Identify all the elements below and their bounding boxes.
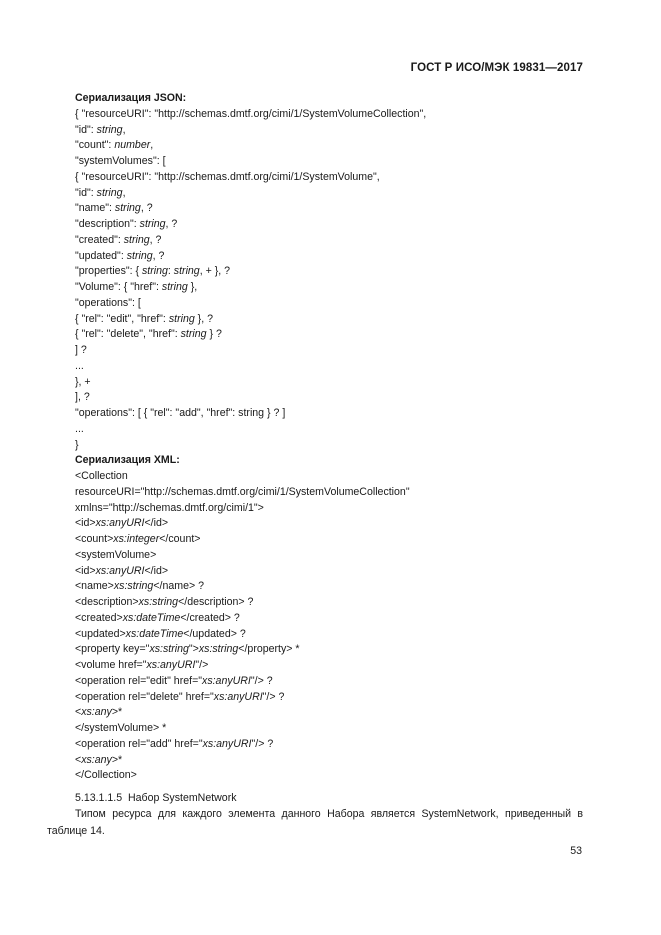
code-line: { "rel": "edit", "href": string }, ? [75,312,213,325]
code-line: <id>xs:anyURI</id> [75,517,169,530]
code-line: <updated>xs:dateTime</updated> ? [75,627,246,640]
code-line: "id": string, [75,186,126,199]
section-number: 5.13.1.1.5 [75,792,123,804]
page-number: 53 [570,845,582,857]
code-line: <operation rel="edit" href="xs:anyURI"/> ? [75,674,273,687]
code-line: <name>xs:string</name> ? [75,580,204,593]
section-title: Набор SystemNetwork [128,792,237,804]
code-line: "id": string, [75,123,126,136]
code-line: <xs:any>* [75,706,123,719]
code-line: </systemVolume> * [75,722,167,734]
code-line: resourceURI="http://schemas.dmtf.org/cimi/1/SystemVolumeCollection" [75,485,410,498]
code-line: { "resourceURI": "http://schemas.dmtf.org/cimi/1/SystemVolumeCollection", [75,107,427,120]
code-line: "systemVolumes": [ [75,155,166,167]
section-heading [75,791,237,807]
code-line: "properties": { string: string, + }, ? [75,265,231,278]
code-line: ], ? [75,391,90,404]
document-header: ГОСТ Р ИСО/МЭК 19831—2017 [410,62,583,74]
body-paragraph: Типом ресурса для каждого элемента данного Набора является SystemNetwork, приведенный в таблице 14. [47,808,583,837]
code-line: "count": number, [75,139,154,152]
code-line: "created": string, ? [75,233,162,246]
code-line: <created>xs:dateTime</created> ? [75,611,240,624]
code-line: "operations": [ [75,296,141,309]
code-line: { "rel": "delete", "href": string } ? [75,328,222,341]
code-line: "description": string, ? [75,218,178,230]
code-line: </Collection> [75,769,137,782]
serialization-heading: Сериализация JSON: [75,92,187,104]
code-line: ... [75,359,84,372]
code-line: <systemVolume> [75,548,157,561]
code-line: "updated": string, ? [75,249,165,262]
code-line: "operations": [ { "rel": "add", "href": string } ? ] [75,407,286,419]
code-line: <id>xs:anyURI</id> [75,564,169,577]
code-line: <operation rel="delete" href="xs:anyURI"/> ? [75,690,285,703]
code-line: <description>xs:string</description> ? [75,596,254,608]
code-line: "name": string, ? [75,202,153,215]
code-line: { "resourceURI": "http://schemas.dmtf.org/cimi/1/SystemVolume", [75,170,380,183]
code-line: xmlns="http://schemas.dmtf.org/cimi/1"> [75,501,264,514]
code-line: <Collection [75,470,128,482]
code-line: <count>xs:integer</count> [75,533,201,545]
code-line: <volume href="xs:anyURI"/> [75,659,209,671]
code-line: <property key="xs:string">xs:string</property> * [75,643,300,656]
code-line: <xs:any>* [75,753,123,766]
code-line: <operation rel="add" href="xs:anyURI"/> ? [75,737,274,750]
serialization-heading: Сериализация XML: [75,454,180,467]
code-line: }, + [75,375,91,388]
code-line: ... [75,422,84,435]
code-line: ] ? [75,344,87,356]
code-listing [75,91,595,784]
code-line: "Volume": { "href": string }, [75,281,198,293]
code-line: } [75,438,79,451]
